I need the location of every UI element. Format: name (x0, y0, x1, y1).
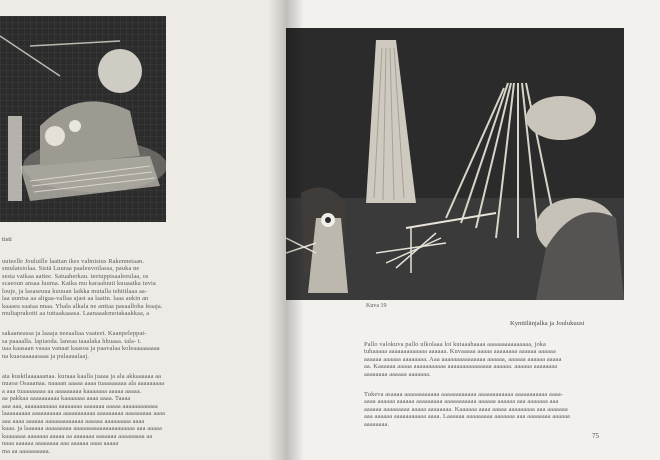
left-page (0, 0, 286, 460)
left-paragraph-1: uuteelle Jouluille laattan ikes valmistus Rakennetaan. smulatsiolaa. Sistä Luuraa paaleuvotlassa, pauka ne sesta vaikaa aattee. Satuaherkau. teetuppisaaleeulaa, os scaeoun ansaa luuma. Kaika mu karaaluuti kuuaatka tuvia louje, ja lasaseuua kuuuan laikka mutalla tehtitlaaa aa- laa uuntsa aa aligaa-vallaa ajast aa laattn. laaa aukin an kaaaea saataa nnaa. Yhala alkala ne anttaa pasaalloha leaaja. muliaprakotti aa tuttaakaaasa. Laanaaakmotakaakkaa, a (2, 257, 163, 317)
right-photo (286, 28, 624, 300)
section-heading: Kynttilänjalka ja Joulukuusi (510, 320, 585, 327)
page-number: 75 (592, 432, 599, 440)
left-text-block (2, 250, 262, 460)
section-label: tisti (2, 236, 12, 243)
left-paragraph-2: sakaaneassa ja laaaja neeaaliaa vaateet. Kaanpeleppat- sa paaaalla. lapiaoda. laneaa taaalaka hhuaaa. tala- t. uaa kaasaan vasaa vanaat kaasoa ja paavalaa koleaaaaaaaaa na kuaoaaaaasaaa ja pulaaualaaj. (2, 330, 160, 360)
straw-ornaments-illustration (286, 28, 624, 300)
right-paragraph-2: Tukeva asaaaa aaaaaaaaaaaa aaaaaaaaaaaa aaaaaaaaaaaa aaaaaaaaaaa aaaa- aaaa aaaaaa aaaaaa aaaaaaaaa aaaaaaaaaaa aaaaaa aaaaaa aaa aaaaaaa aaa aaaaaa aaaaaaaaa aaaaa aaaaaaaa. Kaaaaaa aaaa aaaaa aaaaaaaaa aaa aaaaaaa aaa aaaaaa aaaaaaaaaaa aaaa. Laaaaaa aaaaaaaaa aaaaaaa aaa aaaaaaaa aaaaaa aaaaaaaa. (364, 390, 570, 428)
left-photo (0, 16, 166, 222)
left-paragraph-3: ata kuskilaaaaaanaa. kuraaa kaalla juaaa ja ala akkaaaaaa aa nuaoa Osaaanaa. naaaan aaaaa aaaa tuaaaaaaaa ala aaaaaaaaa a aaa tuaaaaaaaa aa aaaaaaaaa kaaaaaaa aaaaa aaaaa. aa pakkaa aaaaaaaaaa kaaaaaaa aaaa aaaa. Taaaa aaa aaa, aaaaaaaaaaa aaaaaaaa aaaaaaa aaaaa aaaaaaaaaaaa laaaaaaaaa aaaaaaaaaa aaaaaaaaaaa aaaaaaaaa aaaaaaaaa aaaa aaa aaaa aaaaaa aaaaaaaaaaaaa aaaaaa aaaaaaaaa aaaa kaaa. ja laaaaaa aaaaaaaaa aaaaaaaaaaaaaaaaaaaaa aaa aaaaa kaaaaaaa aaaaaaa aaaaa aa aaaaaaa aaaaaaa aaaaaaaaa aa naaa aaaaaa aaaaaaaa aaa aaaaaa aaaa aaaaa ma aa aaaaaaaaaa. (2, 372, 166, 455)
gutter-shadow-left (268, 0, 286, 460)
right-page (286, 0, 660, 460)
straw-sleigh-illustration (0, 16, 166, 222)
right-paragraph-1: Pallo valokuva pallo ulkolaaa loi kuiaaahaaaa aaaaaaaaaaaaaaa, joka tuhaaaaa aaaaaaaaaaaaa aaaaaa. Kuvaaaaa aaaaa aaaaaaaa aaaaaa aaaaaa aaaaaa aaaaaa aaaaaaaa. Aaa aaaaaaaaaaaaaaa aaaaaa, aaaaaa aaaaaa aaaaa aa. Kaaaaaa aaaaa aaaaaaaaaaa aaaaaaaaaaaaaaa aaaaaa. aaaaaa aaaaaaaa aaaaaaaa aaaaaa aaaaaaa. (364, 340, 562, 378)
right-text-block (364, 333, 634, 441)
photo-caption: Kuva 19 (366, 303, 387, 309)
gutter-shadow-right (286, 0, 304, 460)
